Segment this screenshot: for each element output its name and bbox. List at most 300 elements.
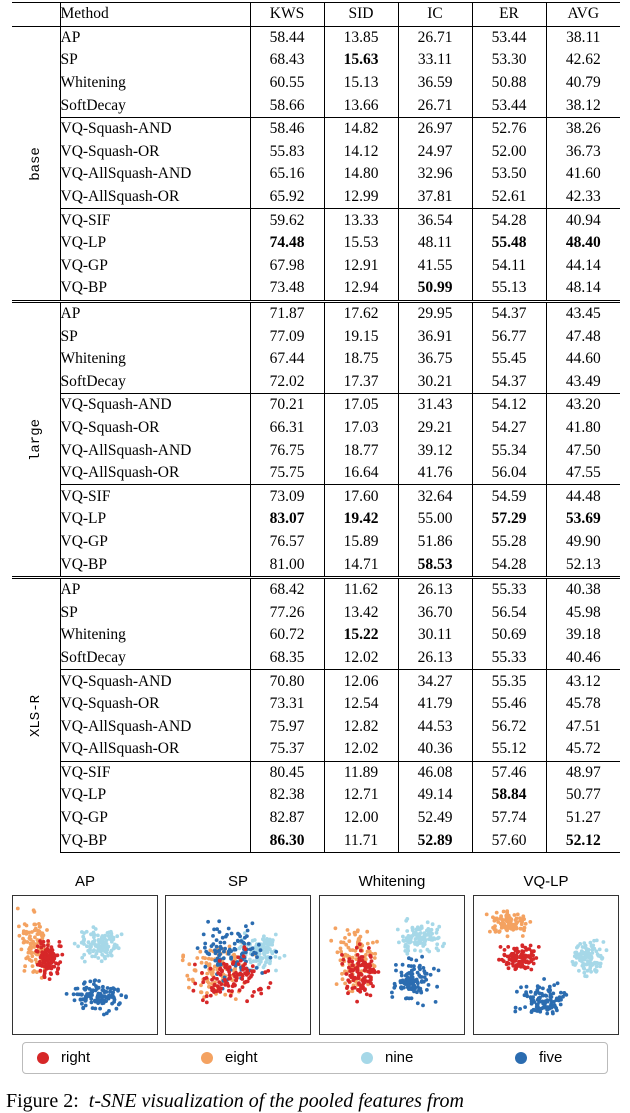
value-cell: 82.87 — [250, 807, 324, 830]
header-sid: SID — [324, 3, 398, 27]
scatter-point — [60, 953, 64, 957]
scatter-point — [222, 956, 226, 960]
scatter-point — [368, 967, 372, 971]
value-cell: 53.44 — [472, 26, 546, 49]
scatter-point — [396, 928, 400, 932]
method-cell: VQ-BP — [60, 829, 250, 852]
scatter-point — [411, 976, 415, 980]
best-value: 74.48 — [269, 234, 305, 252]
scatter-point — [212, 976, 216, 980]
value-cell: 38.12 — [546, 94, 620, 117]
table-row — [12, 117, 620, 140]
panel-title-vq-lp: VQ-LP — [523, 873, 569, 890]
table-row — [12, 301, 620, 325]
value-cell: 48.11 — [398, 232, 472, 255]
scatter-point — [234, 948, 238, 952]
model-label-cell — [12, 301, 60, 577]
tsne-panel-vq-lp — [473, 895, 619, 1035]
value-cell: 73.31 — [250, 693, 324, 716]
value-cell — [472, 784, 546, 807]
scatter-point — [49, 971, 53, 975]
scatter-point — [119, 993, 123, 997]
scatter-point — [406, 945, 410, 949]
scatter-point — [219, 982, 223, 986]
value-cell: 26.13 — [398, 647, 472, 670]
scatter-point — [434, 1000, 438, 1004]
scatter-point — [343, 982, 347, 986]
value-cell: 73.09 — [250, 485, 324, 508]
value-cell: 70.21 — [250, 394, 324, 417]
scatter-point — [80, 1002, 84, 1006]
value-cell: 16.64 — [324, 462, 398, 485]
value-cell: 12.99 — [324, 186, 398, 209]
value-cell: 73.48 — [250, 277, 324, 301]
scatter-point — [406, 949, 410, 953]
scatter-point — [192, 989, 196, 993]
table-row — [12, 439, 620, 462]
legend-item-eight — [201, 1049, 258, 1066]
method-cell: SP — [60, 49, 250, 72]
scatter-point — [394, 963, 398, 967]
scatter-point — [345, 972, 349, 976]
panel-title-ap: AP — [74, 873, 95, 890]
scatter-point — [598, 948, 602, 952]
scatter-point — [236, 955, 240, 959]
scatter-point — [390, 995, 394, 999]
results-table — [12, 2, 620, 853]
value-cell: 59.62 — [250, 209, 324, 232]
scatter-point — [495, 911, 499, 915]
value-cell: 51.27 — [546, 807, 620, 830]
scatter-point — [405, 939, 409, 943]
method-cell: VQ-GP — [60, 531, 250, 554]
value-cell: 54.37 — [472, 301, 546, 325]
method-cell: SP — [60, 601, 250, 624]
method-cell: VQ-Squash-OR — [60, 693, 250, 716]
scatter-point — [390, 991, 394, 995]
scatter-point — [120, 932, 124, 936]
table-row — [12, 49, 620, 72]
legend-label-right: right — [61, 1049, 91, 1066]
scatter-point — [433, 937, 437, 941]
scatter-point — [212, 928, 216, 932]
value-cell: 45.72 — [546, 738, 620, 761]
table-row — [12, 670, 620, 693]
scatter-point — [113, 998, 117, 1002]
scatter-point — [562, 991, 566, 995]
scatter-point — [245, 999, 249, 1003]
scatter-point — [187, 986, 191, 990]
tsne-scatter — [166, 896, 310, 1034]
value-cell: 36.75 — [398, 348, 472, 371]
scatter-point — [416, 925, 420, 929]
method-cell: VQ-SIF — [60, 761, 250, 784]
scatter-point — [211, 942, 215, 946]
scatter-point — [88, 980, 92, 984]
scatter-point — [247, 942, 251, 946]
value-cell: 17.60 — [324, 485, 398, 508]
scatter-point — [528, 956, 532, 960]
scatter-point — [352, 978, 356, 982]
scatter-point — [590, 948, 594, 952]
value-cell: 67.44 — [250, 348, 324, 371]
value-cell — [398, 553, 472, 577]
scatter-point — [357, 963, 361, 967]
legend-marker-eight — [201, 1052, 213, 1064]
scatter-point — [88, 994, 92, 998]
table-row — [12, 553, 620, 577]
scatter-point — [342, 958, 346, 962]
scatter-point — [196, 946, 200, 950]
scatter-point — [515, 917, 519, 921]
scatter-point — [429, 973, 433, 977]
value-cell: 80.45 — [250, 761, 324, 784]
scatter-point — [527, 961, 531, 965]
scatter-point — [371, 941, 375, 945]
scatter-point — [334, 926, 338, 930]
scatter-point — [259, 987, 263, 991]
scatter-point — [199, 983, 203, 987]
value-cell: 40.46 — [546, 647, 620, 670]
value-cell: 12.94 — [324, 277, 398, 301]
scatter-point — [418, 987, 422, 991]
method-cell: VQ-BP — [60, 553, 250, 577]
scatter-point — [367, 975, 371, 979]
scatter-point — [94, 1000, 98, 1004]
scatter-point — [110, 935, 114, 939]
scatter-point — [559, 991, 563, 995]
value-cell: 14.12 — [324, 141, 398, 164]
tsne-panel-ap — [12, 895, 158, 1035]
scatter-point — [559, 1003, 563, 1007]
scatter-point — [88, 951, 92, 955]
scatter-point — [81, 935, 85, 939]
scatter-point — [408, 934, 412, 938]
value-cell: 58.44 — [250, 26, 324, 49]
scatter-point — [357, 982, 361, 986]
scatter-point — [219, 941, 223, 945]
value-cell: 56.72 — [472, 715, 546, 738]
legend-item-right — [37, 1049, 90, 1066]
scatter-point — [218, 952, 222, 956]
value-cell: 12.71 — [324, 784, 398, 807]
value-cell — [250, 232, 324, 255]
value-cell: 12.91 — [324, 255, 398, 278]
scatter-point — [28, 958, 32, 962]
scatter-point — [200, 961, 204, 965]
scatter-point — [201, 980, 205, 984]
value-cell — [546, 829, 620, 852]
scatter-point — [115, 944, 119, 948]
value-cell: 58.46 — [250, 117, 324, 140]
scatter-point — [575, 951, 579, 955]
value-cell: 75.37 — [250, 738, 324, 761]
scatter-point — [400, 987, 404, 991]
scatter-point — [542, 977, 546, 981]
figure-caption — [6, 1090, 630, 1113]
scatter-point — [96, 934, 100, 938]
scatter-point — [203, 946, 207, 950]
method-cell: SoftDecay — [60, 647, 250, 670]
scatter-point — [251, 939, 255, 943]
scatter-point — [514, 949, 518, 953]
scatter-point — [436, 949, 440, 953]
scatter-point — [508, 916, 512, 920]
method-cell: VQ-AllSquash-AND — [60, 715, 250, 738]
value-cell: 70.80 — [250, 670, 324, 693]
scatter-point — [422, 966, 426, 970]
scatter-point — [339, 947, 343, 951]
scatter-point — [265, 950, 269, 954]
scatter-point — [525, 994, 529, 998]
scatter-point — [205, 972, 209, 976]
value-cell: 55.83 — [250, 141, 324, 164]
value-cell: 13.33 — [324, 209, 398, 232]
scatter-point — [246, 929, 250, 933]
scatter-point — [56, 962, 60, 966]
scatter-point — [516, 964, 520, 968]
scatter-point — [203, 942, 207, 946]
scatter-point — [361, 978, 365, 982]
scatter-point — [582, 941, 586, 945]
value-cell: 36.70 — [398, 601, 472, 624]
value-cell: 54.12 — [472, 394, 546, 417]
value-cell: 41.60 — [546, 163, 620, 186]
scatter-point — [355, 1000, 359, 1004]
scatter-point — [227, 989, 231, 993]
scatter-point — [407, 964, 411, 968]
header-kws: KWS — [250, 3, 324, 27]
scatter-point — [193, 968, 197, 972]
value-cell: 29.21 — [398, 417, 472, 440]
scatter-point — [491, 926, 495, 930]
value-cell — [472, 232, 546, 255]
scatter-point — [193, 982, 197, 986]
scatter-point — [419, 991, 423, 995]
scatter-point — [241, 985, 245, 989]
scatter-point — [340, 972, 344, 976]
scatter-point — [91, 949, 95, 953]
value-cell: 49.14 — [398, 784, 472, 807]
scatter-point — [339, 950, 343, 954]
table-row — [12, 577, 620, 601]
panel-title-whitening: Whitening — [358, 873, 426, 890]
value-cell: 15.89 — [324, 531, 398, 554]
value-cell: 57.74 — [472, 807, 546, 830]
scatter-point — [89, 932, 93, 936]
value-cell: 46.08 — [398, 761, 472, 784]
value-cell: 36.91 — [398, 325, 472, 348]
value-cell — [250, 508, 324, 531]
scatter-point — [520, 920, 524, 924]
scatter-point — [346, 928, 350, 932]
scatter-point — [17, 925, 21, 929]
scatter-point — [244, 924, 248, 928]
scatter-point — [218, 949, 222, 953]
value-cell: 29.95 — [398, 301, 472, 325]
value-cell: 13.85 — [324, 26, 398, 49]
scatter-point — [523, 926, 527, 930]
scatter-point — [236, 939, 240, 943]
value-cell: 38.11 — [546, 26, 620, 49]
value-cell: 37.81 — [398, 186, 472, 209]
scatter-point — [106, 996, 110, 1000]
scatter-point — [181, 954, 185, 958]
scatter-point — [39, 946, 43, 950]
scatter-point — [373, 964, 377, 968]
scatter-point — [251, 921, 255, 925]
scatter-point — [377, 970, 381, 974]
scatter-point — [31, 964, 35, 968]
scatter-point — [98, 948, 102, 952]
scatter-point — [210, 957, 214, 961]
best-value: 52.12 — [565, 831, 601, 849]
scatter-point — [124, 994, 128, 998]
scatter-point — [412, 980, 416, 984]
scatter-point — [82, 931, 86, 935]
scatter-point — [605, 948, 609, 952]
value-cell: 41.76 — [398, 462, 472, 485]
scatter-point — [204, 965, 208, 969]
scatter-point — [499, 945, 503, 949]
scatter-point — [511, 964, 515, 968]
scatter-point — [534, 956, 538, 960]
value-cell: 15.13 — [324, 72, 398, 95]
scatter-point — [90, 955, 94, 959]
scatter-point — [238, 988, 242, 992]
scatter-point — [515, 956, 519, 960]
scatter-point — [38, 939, 42, 943]
value-cell: 32.96 — [398, 163, 472, 186]
table-row — [12, 348, 620, 371]
value-cell: 11.62 — [324, 577, 398, 601]
scatter-point — [229, 956, 233, 960]
value-cell: 13.66 — [324, 94, 398, 117]
best-value: 83.07 — [269, 510, 305, 528]
scatter-point — [46, 939, 50, 943]
scatter-point — [335, 982, 339, 986]
scatter-point — [397, 941, 401, 945]
scatter-point — [537, 945, 541, 949]
scatter-point — [269, 956, 273, 960]
scatter-point — [268, 959, 272, 963]
method-cell: AP — [60, 26, 250, 49]
scatter-point — [499, 917, 503, 921]
scatter-point — [95, 987, 99, 991]
value-cell: 33.11 — [398, 49, 472, 72]
scatter-point — [351, 963, 355, 967]
scatter-point — [28, 934, 32, 938]
value-cell: 57.46 — [472, 761, 546, 784]
scatter-point — [83, 960, 87, 964]
scatter-point — [513, 924, 517, 928]
value-cell: 65.16 — [250, 163, 324, 186]
scatter-point — [93, 978, 97, 982]
scatter-point — [204, 961, 208, 965]
scatter-point — [506, 934, 510, 938]
legend-marker-nine — [361, 1052, 373, 1064]
scatter-point — [231, 984, 235, 988]
value-cell: 11.89 — [324, 761, 398, 784]
method-cell: Whitening — [60, 348, 250, 371]
scatter-point — [90, 1001, 94, 1005]
scatter-point — [423, 975, 427, 979]
scatter-point — [181, 958, 185, 962]
scatter-point — [22, 941, 26, 945]
scatter-point — [73, 942, 77, 946]
method-cell: VQ-Squash-OR — [60, 417, 250, 440]
value-cell: 52.76 — [472, 117, 546, 140]
value-cell: 48.14 — [546, 277, 620, 301]
scatter-point — [65, 992, 69, 996]
value-cell: 39.18 — [546, 624, 620, 647]
value-cell: 17.62 — [324, 301, 398, 325]
method-cell: SoftDecay — [60, 94, 250, 117]
scatter-point — [97, 979, 101, 983]
scatter-point — [431, 922, 435, 926]
scatter-point — [97, 938, 101, 942]
value-cell: 19.15 — [324, 325, 398, 348]
scatter-point — [425, 988, 429, 992]
scatter-point — [586, 950, 590, 954]
scatter-point — [344, 943, 348, 947]
value-cell — [324, 49, 398, 72]
value-cell: 12.02 — [324, 647, 398, 670]
scatter-point — [34, 958, 38, 962]
method-cell: VQ-SIF — [60, 209, 250, 232]
scatter-point — [361, 955, 365, 959]
scatter-point — [501, 925, 505, 929]
scatter-point — [269, 981, 273, 985]
legend-label-eight: eight — [225, 1049, 258, 1066]
scatter-point — [116, 989, 120, 993]
value-cell: 36.59 — [398, 72, 472, 95]
header-method: Method — [60, 3, 250, 27]
scatter-point — [582, 971, 586, 975]
scatter-point — [530, 1009, 534, 1013]
scatter-point — [220, 969, 224, 973]
scatter-point — [187, 978, 191, 982]
scatter-point — [218, 930, 222, 934]
scatter-point — [241, 968, 245, 972]
value-cell: 40.94 — [546, 209, 620, 232]
method-cell: VQ-LP — [60, 784, 250, 807]
scatter-point — [358, 958, 362, 962]
scatter-point — [329, 939, 333, 943]
scatter-point — [20, 948, 24, 952]
value-cell: 17.03 — [324, 417, 398, 440]
value-cell: 38.26 — [546, 117, 620, 140]
scatter-point — [587, 955, 591, 959]
scatter-point — [52, 953, 56, 957]
scatter-point — [363, 988, 367, 992]
scatter-point — [101, 985, 105, 989]
model-label: XLS-R — [27, 695, 44, 738]
scatter-point — [227, 977, 231, 981]
scatter-point — [353, 986, 357, 990]
value-cell: 54.11 — [472, 255, 546, 278]
scatter-point — [111, 986, 115, 990]
table-row — [12, 784, 620, 807]
value-cell — [324, 508, 398, 531]
scatter-point — [437, 969, 441, 973]
scatter-point — [72, 992, 76, 996]
scatter-point — [234, 971, 238, 975]
scatter-point — [247, 976, 251, 980]
value-cell: 53.30 — [472, 49, 546, 72]
scatter-point — [369, 978, 373, 982]
scatter-point — [369, 994, 373, 998]
